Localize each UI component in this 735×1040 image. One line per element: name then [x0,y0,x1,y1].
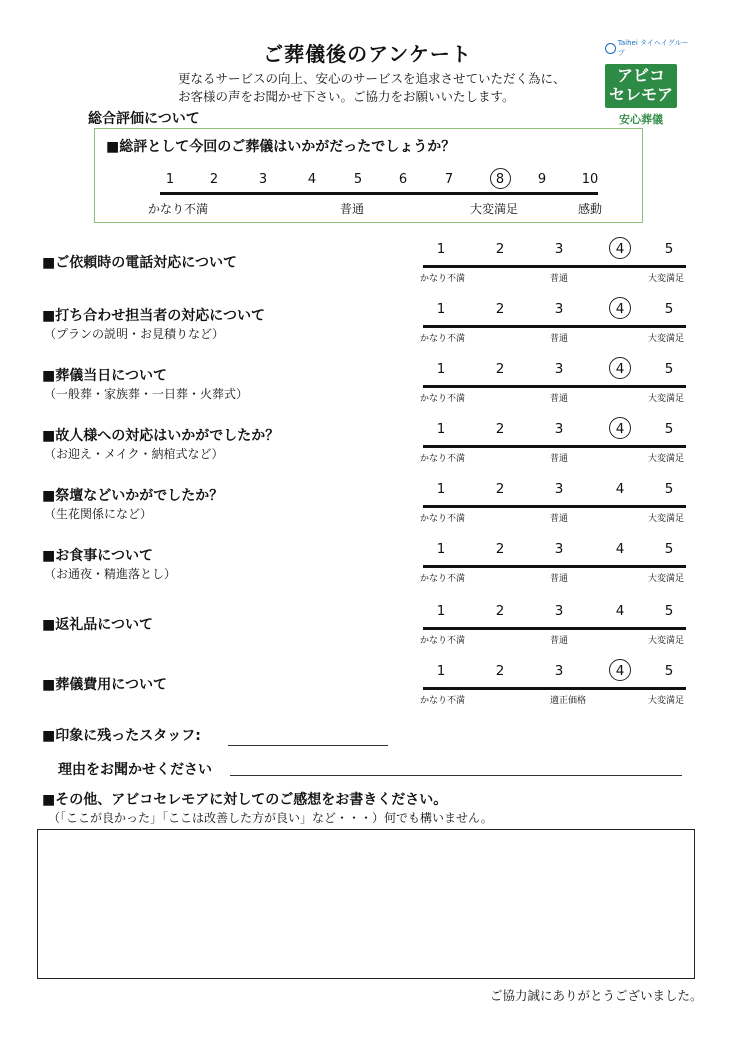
overall-option-4[interactable]: 4 [307,172,317,187]
rating-option-3[interactable]: 3 [554,481,564,497]
rating-scale-label: 普通 [550,454,569,464]
other-comments-hint: （「ここが良かった」「ここは改善した方が良い」など・・・）何でも構いません。 [48,811,493,825]
rating-scale-line [423,385,686,388]
rating-selected-mark [609,357,631,379]
rating-option-5[interactable]: 5 [664,603,674,619]
overall-question: ■総評として今回のご葬儀はいかがだったでしょうか？ [106,139,456,155]
overall-label-2: 大変満足 [470,202,519,216]
rating-option-1[interactable]: 1 [436,361,446,377]
rating-selected-mark [609,417,631,439]
rating-option-4[interactable]: 4 [615,603,625,619]
brand-tagline: 安心葬儀 [619,113,663,126]
rating-option-1[interactable]: 1 [436,301,446,317]
rating-scale-label: かなり不満 [420,274,466,284]
rating-scale-line [423,325,686,328]
brand-mark [605,64,677,108]
overall-option-6[interactable]: 6 [398,172,408,187]
staff-label: ■印象に残ったスタッフ: [42,728,201,744]
brand-name-line-2: セレモア [608,85,673,104]
rating-option-2[interactable]: 2 [495,541,505,557]
rating-option-2[interactable]: 2 [495,663,505,679]
rating-scale-label: 普通 [550,394,569,404]
rating-option-3[interactable]: 3 [554,603,564,619]
rating-option-1[interactable]: 1 [436,663,446,679]
overall-label-3: 感動 [578,202,603,216]
overall-option-1[interactable]: 1 [165,172,175,187]
rating-option-1[interactable]: 1 [436,421,446,437]
page-title: ご葬儀後のアンケート [263,42,472,66]
rating-scale-label: 大変満足 [648,394,685,404]
comment-textarea[interactable] [37,829,695,979]
overall-scale-line [160,192,598,195]
rating-option-4[interactable]: 4 [615,663,625,679]
group-logo [605,38,693,58]
rating-selected-mark [609,659,631,681]
overall-label-0: かなり不満 [148,202,209,216]
rating-scale-label: 大変満足 [648,574,685,584]
reason-field[interactable] [230,775,682,776]
rating-option-3[interactable]: 3 [554,541,564,557]
rating-scale-label: 大変満足 [648,636,685,646]
question-hint: （お通夜・精進落とし） [44,567,177,581]
rating-option-2[interactable]: 2 [495,481,505,497]
rating-scale-label: 適正価格 [550,696,587,706]
question-label: ■打ち合わせ担当者の対応について [42,308,265,324]
group-name: Taihei タイヘイグループ [617,39,689,57]
rating-scale-line [423,445,686,448]
question-hint: （一般葬・家族葬・一日葬・火葬式） [44,387,249,401]
other-comments-title: ■その他、アビコセレモアに対してのご感想をお書きください。 [42,792,448,808]
rating-option-1[interactable]: 1 [436,241,446,257]
rating-option-4[interactable]: 4 [615,361,625,377]
rating-option-4[interactable]: 4 [615,481,625,497]
question-label: ■故人様への対応はいかがでしたか？ [42,428,280,444]
staff-name-field[interactable] [228,745,388,746]
rating-scale-label: 大変満足 [648,274,685,284]
rating-option-4[interactable]: 4 [615,301,625,317]
rating-scale-label: 大変満足 [648,696,685,706]
rating-option-3[interactable]: 3 [554,421,564,437]
rating-option-1[interactable]: 1 [436,603,446,619]
rating-option-2[interactable]: 2 [495,301,505,317]
rating-option-5[interactable]: 5 [664,663,674,679]
overall-option-5[interactable]: 5 [353,172,363,187]
rating-scale-line [423,687,686,690]
question-hint: （生花関係になど） [44,507,153,521]
rating-scale-label: 普通 [550,334,569,344]
group-emblem-icon [605,43,616,54]
rating-option-2[interactable]: 2 [495,241,505,257]
rating-option-4[interactable]: 4 [615,241,625,257]
overall-section-title: 総合評価について [88,111,200,127]
rating-option-5[interactable]: 5 [664,361,674,377]
overall-option-8[interactable]: 8 [495,172,505,187]
question-label: ■祭壇などいかがでしたか？ [42,488,224,504]
brand-name-line-1: アビコ [616,66,665,85]
overall-selected-mark [490,168,511,189]
rating-option-5[interactable]: 5 [664,241,674,257]
rating-option-4[interactable]: 4 [615,421,625,437]
rating-scale-label: 普通 [550,274,569,284]
rating-scale-label: 普通 [550,636,569,646]
question-label: ■葬儀当日について [42,368,167,384]
intro-line-2: お客様の声をお聞かせ下さい。ご協力をお願いいたします。 [178,89,515,104]
rating-scale-label: 大変満足 [648,334,685,344]
question-label: ■返礼品について [42,617,153,633]
question-label: ■葬儀費用について [42,677,167,693]
rating-option-4[interactable]: 4 [615,541,625,557]
overall-label-1: 普通 [340,202,365,216]
overall-option-7[interactable]: 7 [444,172,454,187]
rating-option-2[interactable]: 2 [495,361,505,377]
rating-scale-label: 普通 [550,574,569,584]
overall-option-2[interactable]: 2 [209,172,219,187]
rating-option-5[interactable]: 5 [664,541,674,557]
rating-scale-line [423,627,686,630]
company-logo [605,38,693,127]
rating-option-5[interactable]: 5 [664,421,674,437]
rating-selected-mark [609,297,631,319]
question-label: ■ご依頼時の電話対応について [42,255,237,271]
rating-option-3[interactable]: 3 [554,663,564,679]
rating-scale-label: かなり不満 [420,514,466,524]
rating-scale-line [423,505,686,508]
rating-scale-label: かなり不満 [420,636,466,646]
rating-scale-label: 大変満足 [648,514,685,524]
intro-text [178,70,566,106]
intro-line-1: 更なるサービスの向上、安心のサービスを追求させていただく為に、 [178,71,566,86]
rating-option-5[interactable]: 5 [664,481,674,497]
rating-scale-label: かなり不満 [420,454,466,464]
rating-scale-label: 大変満足 [648,454,685,464]
question-hint: （プランの説明・お見積りなど） [44,327,225,341]
overall-option-3[interactable]: 3 [258,172,268,187]
rating-scale-label: かなり不満 [420,574,466,584]
overall-option-9[interactable]: 9 [537,172,547,187]
rating-scale-line [423,565,686,568]
rating-option-2[interactable]: 2 [495,421,505,437]
question-hint: （お迎え・メイク・納棺式など） [44,447,224,461]
rating-scale-line [423,265,686,268]
reason-label: 理由をお聞かせください [58,762,212,778]
rating-option-5[interactable]: 5 [664,301,674,317]
thanks-note: ご協力誠にありがとうございました。 [490,988,703,1003]
question-label: ■お食事について [42,548,153,564]
rating-scale-label: かなり不満 [420,696,466,706]
rating-option-2[interactable]: 2 [495,603,505,619]
rating-option-3[interactable]: 3 [554,301,564,317]
overall-option-10[interactable]: 10 [581,172,599,187]
rating-scale-label: かなり不満 [420,394,466,404]
rating-scale-label: 普通 [550,514,569,524]
rating-option-1[interactable]: 1 [436,541,446,557]
rating-scale-label: かなり不満 [420,334,466,344]
rating-selected-mark [609,237,631,259]
rating-option-1[interactable]: 1 [436,481,446,497]
rating-option-3[interactable]: 3 [554,361,564,377]
rating-option-3[interactable]: 3 [554,241,564,257]
